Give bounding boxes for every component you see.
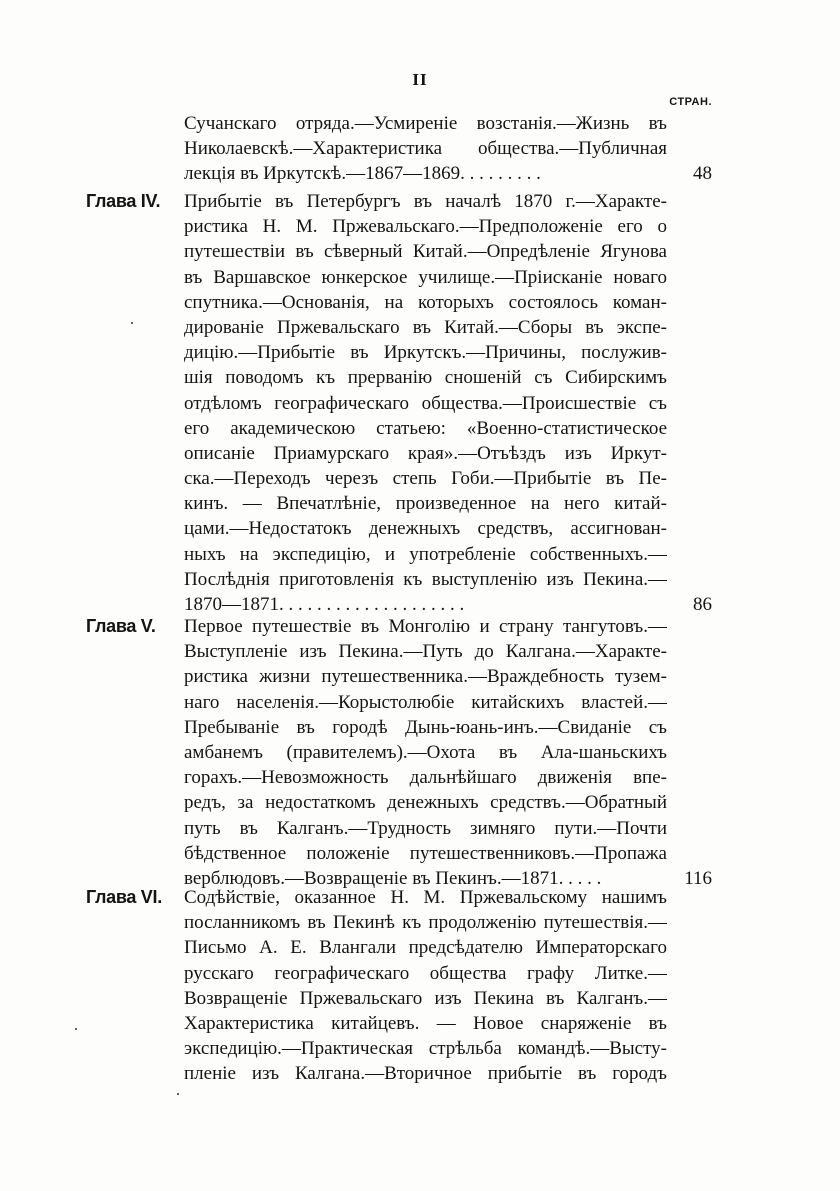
- entry-line: дированіе Пржевальскаго въ Китай.—Сборы въ экспе-: [184, 316, 667, 338]
- entry-text: [184, 189, 667, 617]
- entry-line: дицію.—Прибытіе въ Иркутскъ.—Причины, послужив-: [184, 342, 667, 364]
- entry-line: спутника.—Основанія, на которыхъ состоялось коман-: [184, 291, 667, 313]
- entry-line: редъ, за недостаткомъ денежныхъ средствъ.—Обратный: [184, 792, 667, 814]
- entry-line: путь въ Калганъ.—Трудность зимняго пути.—Почти: [184, 817, 667, 839]
- entry-line: 1870—1871. . . . . . . . . . . . . . . . . . . .: [184, 594, 465, 615]
- entry-line: ристика Н. М. Пржевальскаго.—Предположеніе его о: [184, 216, 667, 238]
- entry-line: Послѣднія приготовленія къ выступленію изъ Пекина.—: [184, 568, 667, 590]
- entry-line: ска.—Переходъ черезъ степь Гоби.—Прибытіе въ Пе-: [184, 468, 667, 490]
- chapter-label: Глава IV.: [86, 191, 161, 211]
- entry-line: горахъ.—Невозможность дальнѣйшаго движенія впе-: [184, 767, 667, 789]
- ink-speck: [75, 1028, 77, 1030]
- entry-line: Письмо А. Е. Влангали предсѣдателю Императорскаго: [184, 937, 667, 959]
- entry-text: [184, 885, 667, 1087]
- entry-text: [184, 614, 667, 891]
- entry-line: лекція въ Иркутскѣ.—1867—1869. . . . . . . . .: [184, 163, 541, 185]
- entry-line: Пребываніе въ городѣ Дынь-юань-инъ.—Свиданіе съ: [184, 716, 667, 738]
- entry-line: Характеристика китайцевъ. — Новое снаряженіе въ: [184, 1012, 667, 1034]
- entry-line: Выступленіе изъ Пекина.—Путь до Калгана.—Характе-: [184, 641, 667, 663]
- entry-line: ристика жизни путешественника.—Враждебность тузем-: [184, 666, 667, 688]
- entry-line: верблюдовъ.—Возвращеніе въ Пекинъ.—1871. . . . .: [184, 867, 602, 889]
- entry-line: описаніе Приамурскаго края».—Отъѣздъ изъ Иркут-: [184, 442, 667, 464]
- ink-speck: [131, 322, 133, 324]
- chapter-label: Глава VI.: [86, 887, 162, 907]
- entry-line: наго населенія.—Корыстолюбіе китайскихъ властей.—: [184, 691, 667, 713]
- ink-speck: [177, 1093, 179, 1095]
- entry-line: русскаго географическаго общества графу Литке.—: [184, 962, 667, 984]
- page-number: II: [412, 70, 428, 89]
- entry-line: Первое путешествіе въ Монголію и страну тангутовъ.—: [184, 616, 667, 637]
- chapter-label: Глава V.: [86, 616, 156, 636]
- page-reference: 48: [693, 163, 712, 185]
- entry-line: посланникомъ въ Пекинѣ къ продолженію путешествія.—: [184, 912, 667, 934]
- entry-line: Содѣйствіе, оказанное Н. М. Пржевальскому нашимъ: [184, 887, 667, 908]
- page-column-header: СТРАН.: [669, 96, 712, 108]
- entry-line: Возвращеніе Пржевальскаго изъ Пекина въ Калганъ.—: [184, 987, 667, 1009]
- page-reference: 116: [684, 868, 712, 889]
- entry-line: экспедицію.—Практическая стрѣльба командѣ.—Высту-: [184, 1038, 667, 1060]
- entry-line: пленіе изъ Калгана.—Вторичное прибытіе въ городъ: [184, 1063, 667, 1085]
- entry-line: въ Варшавское юнкерское училище.—Пріисканіе новаго: [184, 266, 667, 288]
- entry-line: цами.—Недостатокъ денежныхъ средствъ, ассигнован-: [184, 518, 667, 540]
- entry-line: Николаевскѣ.—Характеристика общества.—Публичная: [184, 138, 667, 160]
- entry-line: Прибытіе въ Петербургъ въ началѣ 1870 г.—Характе-: [184, 191, 667, 212]
- entry-line: его академическою статьею: «Военно-статистическое: [184, 417, 667, 439]
- entry-line: отдѣломъ географическаго общества.—Происшествіе съ: [184, 392, 667, 414]
- entry-text: [184, 111, 667, 187]
- entry-line: шія поводомъ къ прерванію сношеній съ Сибирскимъ: [184, 367, 667, 389]
- entry-line: кинъ. — Впечатлѣніе, произведенное на него китай-: [184, 493, 667, 515]
- page-reference: 86: [693, 594, 712, 616]
- entry-line: бѣдственное положеніе путешественниковъ.—Пропажа: [184, 842, 667, 864]
- entry-line: Сучанскаго отряда.—Усмиреніе возстанія.—Жизнь въ: [184, 113, 667, 134]
- entry-line: ныхъ на экспедицію, и употребленіе собственныхъ.—: [184, 543, 667, 565]
- entry-line: амбанемъ (правителемъ).—Охота въ Ала-шаньскихъ: [184, 741, 667, 763]
- entry-line: путешествіи въ сѣверный Китай.—Опредѣленіе Ягунова: [184, 241, 667, 263]
